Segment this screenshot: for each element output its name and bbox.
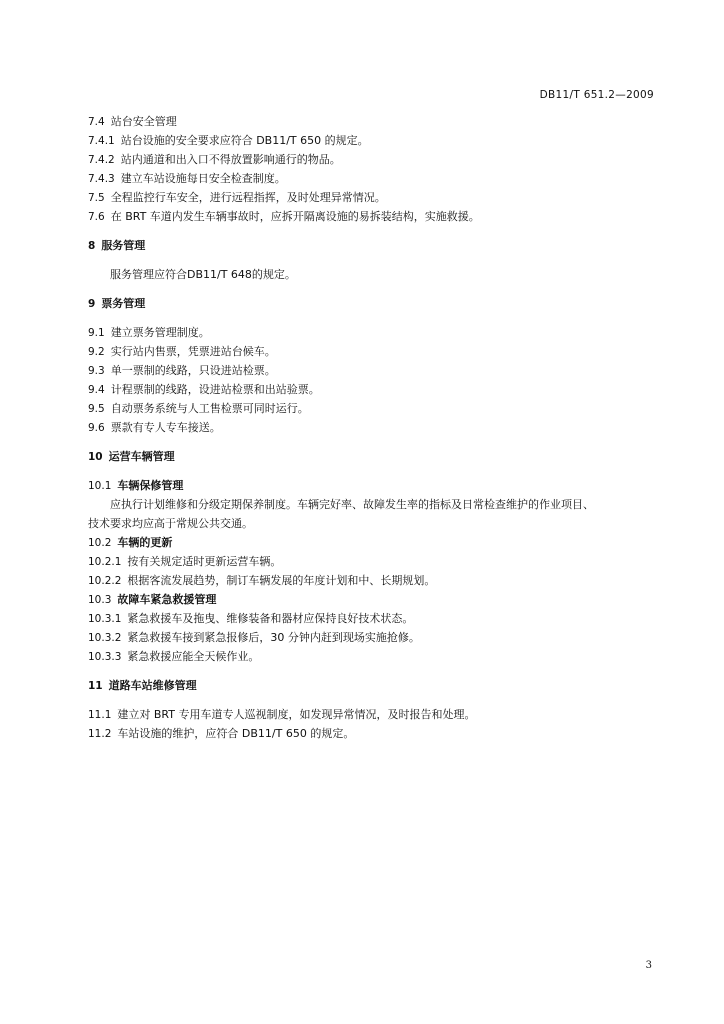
section-title: 道路车站维修管理 [108,679,197,692]
clause-10-3 [88,590,658,609]
clause-text: 建立对 BRT 专用车道专人巡视制度，如发现异常情况，及时报告和处理。 [117,708,476,721]
clause-number: 7.4 [88,116,105,128]
clause-number: 9.4 [88,384,105,396]
page-number: 3 [645,960,652,971]
clause-text: 实行站内售票，凭票进站台候车。 [110,345,276,358]
clause-number: 9.3 [88,365,105,377]
section-10-heading [88,447,658,466]
clause-number: 9.5 [88,403,105,415]
clause-text: 自动票务系统与人工售检票可同时运行。 [110,402,309,415]
section-8-paragraph: 服务管理应符合DB11/T 648的规定。 [110,268,296,281]
clause-10-1-paragraph-line-1: 应执行计划维修和分级定期保养制度。车辆完好率、故障发生率的指标及日常检查维护的作业项目、 [110,498,594,511]
clause-7-6 [88,207,658,226]
clause-number: 7.4.3 [88,173,115,185]
clause-number: 9.6 [88,422,105,434]
clause-9-4 [88,380,658,399]
clause-7-4-2 [88,150,658,169]
clause-10-2-2 [88,571,658,590]
clause-text: 紧急救援车接到紧急报修后，30 分钟内赶到现场实施抢修。 [127,631,420,644]
section-number: 9 [88,298,96,310]
clause-number: 7.4.2 [88,154,115,166]
clause-11-2 [88,724,658,743]
clause-10-2-1 [88,552,658,571]
clause-text: 站台设施的安全要求应符合 DB11/T 650 的规定。 [120,134,369,147]
clause-10-3-3 [88,647,658,666]
clause-number: 10.2 [88,537,112,549]
clause-text: 按有关规定适时更新运营车辆。 [127,555,282,568]
section-number: 8 [88,240,96,252]
clause-10-3-1 [88,609,658,628]
clause-text: 单一票制的线路，只设进站检票。 [110,364,276,377]
clause-number: 10.3.1 [88,613,122,625]
section-title: 服务管理 [101,239,146,252]
clause-number: 10.3 [88,594,112,606]
section-9-heading [88,294,658,313]
clause-text: 车站设施的维护，应符合 DB11/T 650 的规定。 [117,727,355,740]
section-number: 11 [88,680,103,692]
clause-text: 建立车站设施每日安全检查制度。 [120,172,286,185]
clause-7-4 [88,112,658,131]
clause-number: 7.5 [88,192,105,204]
clause-text: 全程监控行车安全，进行远程指挥，及时处理异常情况。 [110,191,386,204]
clause-9-6 [88,418,658,437]
clause-number: 10.2.1 [88,556,122,568]
clause-7-4-3 [88,169,658,188]
clause-text: 计程票制的线路，设进站检票和出站验票。 [110,383,320,396]
clause-7-4-1 [88,131,658,150]
clause-9-3 [88,361,658,380]
clause-10-1 [88,476,658,495]
section-title: 运营车辆管理 [108,450,175,463]
clause-10-3-2 [88,628,658,647]
clause-10-1-paragraph-line-2: 技术要求均应高于常规公共交通。 [88,517,253,530]
clause-title: 故障车紧急救援管理 [117,593,217,606]
clause-number: 10.1 [88,480,112,492]
clause-10-2 [88,533,658,552]
clause-number: 11.1 [88,709,112,721]
clause-title: 车辆的更新 [117,536,173,549]
clause-9-5 [88,399,658,418]
section-8-heading [88,236,658,255]
clause-text: 根据客流发展趋势，制订车辆发展的年度计划和中、长期规划。 [127,574,436,587]
clause-number: 7.4.1 [88,135,115,147]
clause-text: 站内通道和出入口不得放置影响通行的物品。 [120,153,341,166]
document-body [88,112,658,743]
clause-title: 车辆保修管理 [117,479,184,492]
section-11-heading [88,676,658,695]
clause-number: 10.3.3 [88,651,122,663]
clause-text: 站台安全管理 [110,115,177,128]
clause-text: 紧急救援应能全天候作业。 [127,650,260,663]
clause-11-1 [88,705,658,724]
clause-number: 10.2.2 [88,575,122,587]
clause-text: 建立票务管理制度。 [110,326,210,339]
clause-9-2 [88,342,658,361]
section-title: 票务管理 [101,297,146,310]
clause-number: 9.1 [88,327,105,339]
clause-number: 7.6 [88,211,105,223]
section-number: 10 [88,451,103,463]
clause-text: 在 BRT 车道内发生车辆事故时，应拆开隔离设施的易拆装结构，实施救援。 [110,210,480,223]
clause-number: 9.2 [88,346,105,358]
clause-text: 紧急救援车及拖曳、维修装备和器材应保持良好技术状态。 [127,612,414,625]
clause-number: 10.3.2 [88,632,122,644]
clause-9-1 [88,323,658,342]
document-code: DB11/T 651.2—2009 [539,89,654,101]
clause-text: 票款有专人专车接送。 [110,421,221,434]
clause-number: 11.2 [88,728,112,740]
clause-7-5 [88,188,658,207]
